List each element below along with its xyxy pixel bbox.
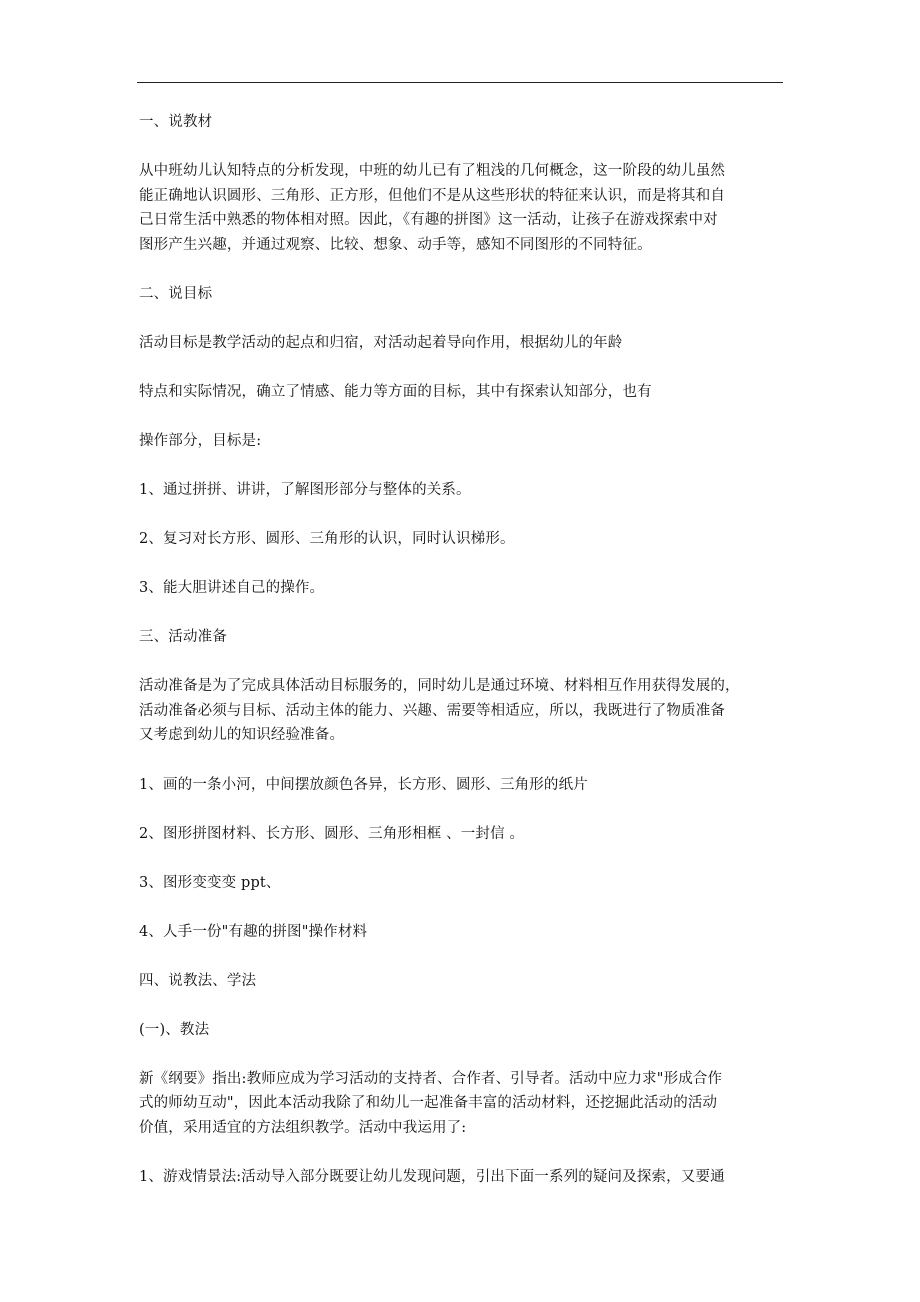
- goal-item-1: 1、通过拼拼、讲讲，了解图形部分与整体的关系。: [139, 482, 471, 498]
- paragraph-goal-intro-1: 活动目标是教学活动的起点和归宿，对活动起着导向作用，根据幼儿的年龄: [139, 335, 623, 351]
- subsection-heading-teaching-method: (一)、教法: [139, 1021, 210, 1038]
- section-heading-1: 一、说教材: [139, 114, 213, 130]
- document-body: [139, 110, 784, 1189]
- paragraph-line: 图形产生兴趣，并通过观察、比较、想象、动手等，感知不同图形的不同特征。: [139, 236, 652, 253]
- preparation-item-3: 3、图形变变变 ppt、: [139, 874, 281, 891]
- paragraph-preparation: [139, 674, 784, 748]
- paragraph-line: 活动准备必须与目标、活动主体的能力、兴趣、需要等相适应，所以，我既进行了物质准备: [139, 702, 725, 719]
- method-item-1: 1、游戏情景法:活动导入部分既要让幼儿发现问题，引出下面一系列的疑问及探索，又要通: [139, 1169, 725, 1185]
- goal-item-3: 3、能大胆讲述自己的操作。: [139, 580, 325, 596]
- preparation-item-1: 1、画的一条小河，中间摆放颜色各异，长方形、圆形、三角形的纸片: [139, 776, 588, 793]
- goal-item-2: 2、复习对长方形、圆形、三角形的认识，同时认识梯形。: [139, 531, 515, 547]
- paragraph-goal-intro-3: 操作部分，目标是:: [139, 433, 262, 449]
- section-heading-2: 二、说目标: [139, 286, 213, 302]
- paragraph-line: 又考虑到幼儿的知识经验准备。: [139, 727, 345, 743]
- paragraph-line: 式的师幼互动"，因此本活动我除了和幼儿一起准备丰富的活动材料，还挖掘此活动的活动: [139, 1095, 718, 1111]
- paragraph-line: 己日常生活中熟悉的物体相对照。因此，《有趣的拼图》这一活动，让孩子在游戏探索中对: [139, 212, 718, 228]
- paragraph-line: 能正确地认识圆形、三角形、正方形，但他们不是从这些形状的特征来认识，而是将其和自: [139, 187, 725, 204]
- header-rule: [137, 82, 783, 83]
- paragraph-teaching-method: [139, 1067, 784, 1141]
- section-heading-3: 三、活动准备: [139, 629, 227, 645]
- paragraph-line: 价值，采用适宜的方法组织教学。活动中我运用了:: [139, 1119, 467, 1136]
- preparation-item-4: 4、人手一份"有趣的拼图"操作材料: [139, 923, 368, 940]
- preparation-item-2: 2、图形拼图材料、长方形、圆形、三角形相框 、一封信 。: [139, 825, 525, 842]
- paragraph-line: 活动准备是为了完成具体活动目标服务的，同时幼儿是通过环境、材料相互作用获得发展的，: [139, 678, 740, 694]
- section-heading-4: 四、说教法、学法: [139, 972, 257, 989]
- paragraph-line: 新《纲要》指出:教师应成为学习活动的支持者、合作者、引导者。活动中应力求"形成合作: [139, 1070, 723, 1087]
- paragraph-line: 从中班幼儿认知特点的分析发现，中班的幼儿已有了粗浅的几何概念，这一阶段的幼儿虽然: [139, 163, 725, 179]
- paragraph-teaching-material: [139, 159, 784, 257]
- paragraph-goal-intro-2: 特点和实际情况，确立了情感、能力等方面的目标，其中有探索认知部分，也有: [139, 384, 652, 400]
